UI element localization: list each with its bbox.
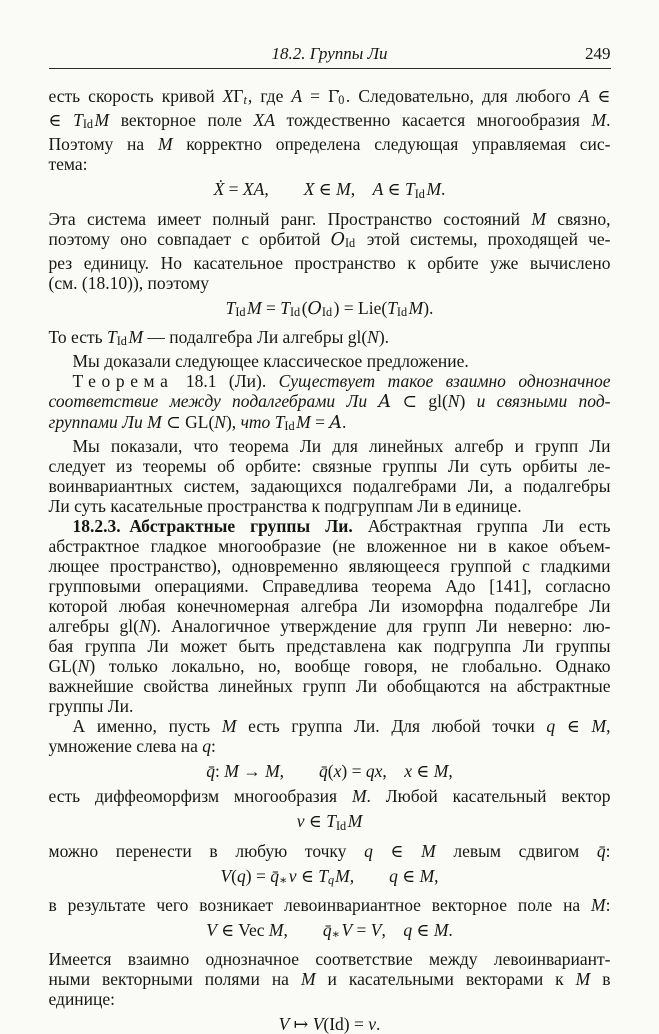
text-run: Мы доказали следующее классическое предложение. — [72, 351, 469, 372]
text-run: левым сдвигом — [435, 840, 597, 861]
text-run: = Γ̇ — [302, 86, 339, 106]
text-run: , — [434, 865, 439, 886]
text-run: 18.1 (Ли). — [173, 371, 279, 392]
text-run: q̄ — [322, 919, 332, 940]
text-run: ∈ — [372, 840, 422, 861]
text-run: M — [419, 865, 435, 886]
paragraph — [49, 327, 611, 351]
text-run: , — [350, 179, 373, 200]
text-line — [49, 536, 611, 556]
text-run: q — [364, 840, 373, 861]
text-run: Id — [335, 818, 347, 833]
display-equation — [49, 811, 611, 835]
text-run: A — [578, 86, 590, 106]
text-run: поэтому оно совпадает с орбитой — [48, 228, 331, 249]
text-line — [49, 86, 611, 110]
text-line — [49, 616, 611, 636]
text-run: GL( — [48, 656, 78, 677]
text-line — [49, 636, 611, 656]
text-run: что — [240, 412, 275, 433]
text-line — [49, 736, 611, 756]
text-run: M — [575, 969, 591, 990]
text-run: рез единицу. Но касательное пространство к орбите уже вычислено — [48, 252, 611, 273]
text-run: , где — [247, 86, 292, 106]
text-run: и касательными векторами к — [315, 969, 576, 990]
text-run: : — [605, 840, 611, 861]
text-run: ⊂ GL( — [161, 412, 215, 433]
text-line — [49, 895, 611, 915]
text-run: можно перенести в любую точку — [48, 840, 365, 861]
text-run: ⊂ gl( — [391, 391, 448, 412]
text-run: 18.2.3. Абстрактные группы Ли. — [72, 516, 353, 537]
paragraph — [49, 841, 611, 861]
text-run: есть диффеоморфизм многообразия — [48, 786, 352, 807]
text-run: q — [328, 872, 335, 887]
text-run: q — [403, 919, 413, 940]
display-equation — [49, 1014, 611, 1034]
text-run: . — [606, 110, 611, 131]
text-run: : — [215, 761, 225, 782]
text-run: Теорема — [72, 371, 174, 392]
display-equation — [49, 761, 611, 781]
text-run: групповыми операциями. Справедлива теорема Адо [141], согласно — [48, 576, 611, 597]
text-run: M — [265, 761, 280, 782]
text-run: ), — [225, 412, 241, 433]
paragraph — [49, 209, 611, 293]
text-run: = — [352, 919, 371, 940]
text-run: ) — [459, 391, 466, 412]
text-run: Абстрактная группа Ли есть — [352, 516, 611, 537]
text-run: алгебры gl( — [48, 616, 139, 637]
text-run: ∈ — [383, 179, 405, 200]
text-run: Имеется взаимно однозначное соответствие между левоинвариант- — [48, 949, 611, 970]
text-run: которой любая конечномерная алгебра Ли изоморфна подалгебре Ли — [48, 596, 611, 617]
text-line — [49, 556, 611, 576]
text-run: → — [238, 761, 266, 782]
text-run: x — [404, 761, 413, 782]
text-run: (см. (18.10)), поэтому — [48, 272, 210, 293]
text-run: векторное поле — [109, 110, 254, 131]
text-run: , — [283, 919, 323, 940]
text-run: бая группа Ли может быть представлена как подгруппа Ли группы — [48, 636, 611, 657]
text-run: ∈ — [296, 865, 319, 886]
text-run: T — [318, 865, 329, 886]
page-number: 249 — [585, 44, 611, 63]
text-line — [49, 209, 611, 229]
text-run: V — [220, 865, 232, 886]
text-column — [49, 0, 611, 1034]
display-equation — [49, 866, 611, 890]
text-run: A — [372, 179, 384, 200]
text-line — [49, 476, 611, 496]
text-run: , — [382, 761, 405, 782]
text-run: O — [307, 298, 322, 319]
text-run: T — [106, 327, 117, 348]
paragraph — [49, 351, 611, 371]
text-run: V — [370, 919, 382, 940]
text-line — [49, 676, 611, 696]
paragraph — [49, 371, 611, 436]
text-run: T — [225, 297, 236, 318]
text-line — [49, 596, 611, 616]
text-run: q — [389, 865, 398, 886]
page-content — [49, 86, 611, 1034]
text-line — [49, 516, 611, 536]
text-run: , — [381, 919, 404, 940]
text-line — [49, 496, 611, 516]
text-run: V — [206, 919, 217, 940]
text-run: N — [77, 656, 90, 677]
paragraph — [49, 516, 611, 716]
text-line — [49, 949, 611, 969]
text-run: ∈ — [589, 86, 611, 106]
text-run: A — [291, 86, 303, 106]
text-run: M — [221, 716, 237, 737]
text-run: ↦ — [289, 1014, 313, 1034]
text-run: Id — [235, 305, 246, 320]
text-run: q̄ — [319, 761, 328, 782]
text-run: ( — [327, 761, 334, 782]
text-run: M — [94, 110, 110, 131]
text-run: Id — [289, 305, 301, 320]
text-line — [49, 696, 611, 716]
text-run: O — [330, 229, 345, 250]
text-run: = — [224, 179, 243, 200]
text-run: важнейшие свойства линейных групп Ли обобщаются на абстрактные — [48, 676, 611, 697]
text-run: v — [368, 1014, 377, 1034]
text-run: А именно, пусть — [72, 716, 222, 737]
text-run: в результате чего возникает левоинвариантное векторное поле на — [48, 894, 592, 915]
text-run: . — [341, 412, 347, 433]
text-run: , — [606, 716, 611, 737]
text-run: M — [591, 110, 607, 131]
text-run: T — [73, 110, 83, 131]
text-run: Id — [396, 305, 408, 320]
text-run: T — [326, 811, 336, 832]
text-run: M — [433, 761, 449, 782]
text-run: ( — [231, 865, 237, 886]
text-run: этой системы, проходящей че- — [356, 228, 611, 249]
text-run: тождественно касается многообразия — [274, 110, 592, 131]
text-run: M — [351, 786, 367, 807]
text-run: Id — [414, 186, 425, 201]
text-run: q̄ — [206, 761, 216, 782]
text-run: M — [335, 865, 350, 886]
paragraph — [49, 949, 611, 1009]
text-run: Ли суть касательные пространства к подгруппам Ли в единице. — [48, 496, 522, 517]
text-line — [49, 391, 611, 412]
text-line — [49, 841, 611, 861]
text-run: V — [341, 919, 353, 940]
text-run: , — [448, 761, 453, 782]
text-line — [49, 656, 611, 676]
text-run: = — [310, 412, 330, 433]
text-run: A — [329, 413, 342, 434]
text-run: v — [296, 811, 305, 832]
text-run: . — [441, 179, 446, 200]
text-run: Существует такое взаимно однозначное — [278, 371, 611, 392]
text-run: ) = Lie( — [333, 297, 388, 318]
text-line — [49, 351, 611, 371]
text-run: ∈ — [397, 865, 420, 886]
text-run: Id — [116, 334, 127, 349]
text-run: M — [296, 412, 311, 433]
text-run: группы Ли. — [48, 696, 134, 717]
text-run: Поэтому на — [48, 134, 158, 155]
text-run: 0 — [338, 93, 345, 108]
text-run: N — [214, 412, 226, 433]
text-run: M — [336, 179, 351, 200]
text-run: v — [288, 865, 297, 886]
text-run: , — [349, 865, 390, 886]
paragraph — [49, 436, 611, 516]
text-run: есть группа Ли. Для любой точки — [236, 716, 547, 737]
text-run: Id — [82, 117, 94, 132]
text-run: следует из теоремы об орбите: связные группы Ли суть орбиты ле- — [48, 456, 611, 477]
text-run: N — [447, 391, 460, 412]
header-rule — [49, 68, 611, 69]
text-run: Мы показали, что теорема Ли для линейных алгебр и групп Ли — [72, 436, 611, 457]
text-run: M — [426, 179, 442, 200]
text-run: и связными под- — [465, 391, 611, 412]
paragraph — [49, 86, 611, 174]
text-run: — подалгебра Ли алгебры gl( — [143, 327, 368, 348]
text-run: M — [591, 894, 606, 915]
running-title: 18.2. Группы Ли — [271, 44, 388, 63]
text-run: qx — [365, 761, 383, 782]
text-run: M — [347, 811, 363, 832]
text-run: M — [531, 208, 546, 229]
text-run: ) = — [245, 865, 271, 886]
text-run: M — [433, 919, 449, 940]
text-line — [49, 110, 611, 134]
text-run: связно, — [545, 208, 611, 229]
text-run: N — [139, 616, 151, 637]
text-run: M — [421, 840, 436, 861]
text-run: V — [278, 1014, 290, 1034]
text-run: M — [408, 297, 424, 318]
text-line — [49, 716, 611, 736]
text-run: X — [303, 179, 315, 200]
display-equation — [49, 920, 611, 944]
text-line — [49, 229, 611, 253]
text-run: . — [448, 919, 453, 940]
text-run: q̄ — [270, 865, 279, 886]
display-equation — [49, 179, 611, 203]
text-run: ∈ Vec — [216, 919, 269, 940]
text-run: . Любой касательный вектор — [366, 786, 611, 807]
text-run: Id — [344, 235, 356, 250]
text-line — [49, 327, 611, 351]
text-run: ) = — [341, 761, 366, 782]
text-run: : — [210, 736, 216, 757]
paragraph — [49, 716, 611, 756]
text-run: Id — [284, 419, 295, 434]
page-header — [49, 44, 611, 65]
text-run: N — [367, 327, 379, 348]
text-run: ∈ — [314, 179, 337, 200]
text-run: T — [274, 412, 285, 433]
text-run: ). — [423, 297, 434, 318]
text-run: q — [202, 736, 211, 757]
text-run: единице: — [48, 989, 116, 1010]
text-run: T — [280, 297, 290, 318]
text-run: в — [590, 969, 611, 990]
text-run: M — [591, 716, 607, 737]
text-line — [49, 786, 611, 806]
text-run: ∈ — [48, 110, 74, 131]
text-run: есть скорость кривой — [48, 86, 223, 106]
paragraph — [49, 786, 611, 806]
text-run: M — [128, 327, 144, 348]
text-run: умножение слева на — [48, 736, 203, 757]
text-run: Эта система имеет полный ранг. Пространство состояний — [48, 208, 532, 229]
text-run: ∗ — [278, 872, 288, 887]
text-run: Γ — [233, 86, 244, 106]
text-run: тема: — [48, 154, 88, 175]
text-run: ∈ — [412, 919, 434, 940]
text-run: . — [376, 1014, 381, 1034]
text-run: группами Ли M — [48, 412, 162, 433]
text-run: То есть — [48, 327, 107, 348]
text-run: ∈ — [555, 716, 592, 737]
text-run: лющее пространство), одновременно являющееся группой с гладкими — [48, 556, 611, 577]
text-line — [49, 436, 611, 456]
text-run: M — [268, 919, 284, 940]
text-run: ) только локально, но, вообще говоря, не глобально. Однако — [89, 656, 611, 677]
text-run: ( — [301, 297, 308, 318]
text-run: XA — [242, 179, 265, 200]
text-run: ). Аналогичное утверждение для групп Ли неверно: лю- — [150, 616, 611, 637]
text-line — [49, 456, 611, 476]
text-run: абстрактное гладкое многообразие (не вложенное ни в какое объем- — [48, 536, 611, 557]
text-run: , — [264, 179, 304, 200]
text-run: воинвариантных систем, задающихся подалгебрами Ли, а подалгебры — [48, 476, 611, 497]
text-run: ∈ — [412, 761, 434, 782]
text-run: M — [224, 761, 239, 782]
text-run: A — [378, 392, 392, 413]
display-equation — [49, 298, 611, 322]
text-run: X — [222, 86, 234, 106]
text-run: q — [237, 865, 246, 886]
text-run: корректно определена следующая управляемая сис- — [172, 134, 611, 155]
text-run: = — [261, 297, 281, 318]
text-run: , — [279, 761, 320, 782]
text-run: XA — [253, 110, 275, 131]
text-run: M — [247, 297, 262, 318]
text-line — [49, 371, 611, 391]
text-run: ). — [378, 327, 390, 348]
text-run: : — [605, 894, 611, 915]
text-line — [49, 273, 611, 293]
text-run: Ẋ — [213, 179, 225, 200]
text-line — [49, 412, 611, 436]
text-run: Id — [321, 305, 333, 320]
text-run: T — [387, 297, 397, 318]
text-line — [49, 253, 611, 273]
text-run: соответствие между подалгебрами Ли — [48, 391, 379, 412]
text-run: T — [404, 179, 415, 200]
text-run: . Следовательно, для любого — [345, 86, 579, 106]
text-run: x — [333, 761, 342, 782]
text-line — [49, 969, 611, 989]
text-line — [49, 989, 611, 1009]
text-line — [49, 576, 611, 596]
text-run: ными векторными полями на — [48, 969, 301, 990]
text-run: q̄ — [596, 840, 606, 861]
text-line — [49, 154, 611, 174]
text-run: V — [312, 1014, 324, 1034]
text-line — [49, 134, 611, 154]
paragraph — [49, 895, 611, 915]
text-run: M — [157, 134, 173, 155]
text-run: ∗ — [331, 927, 340, 942]
text-run: M — [300, 969, 316, 990]
text-run: (Id) = — [323, 1014, 369, 1034]
text-run: q — [546, 716, 556, 737]
text-run: t — [243, 93, 247, 108]
text-run: ∈ — [304, 811, 327, 832]
